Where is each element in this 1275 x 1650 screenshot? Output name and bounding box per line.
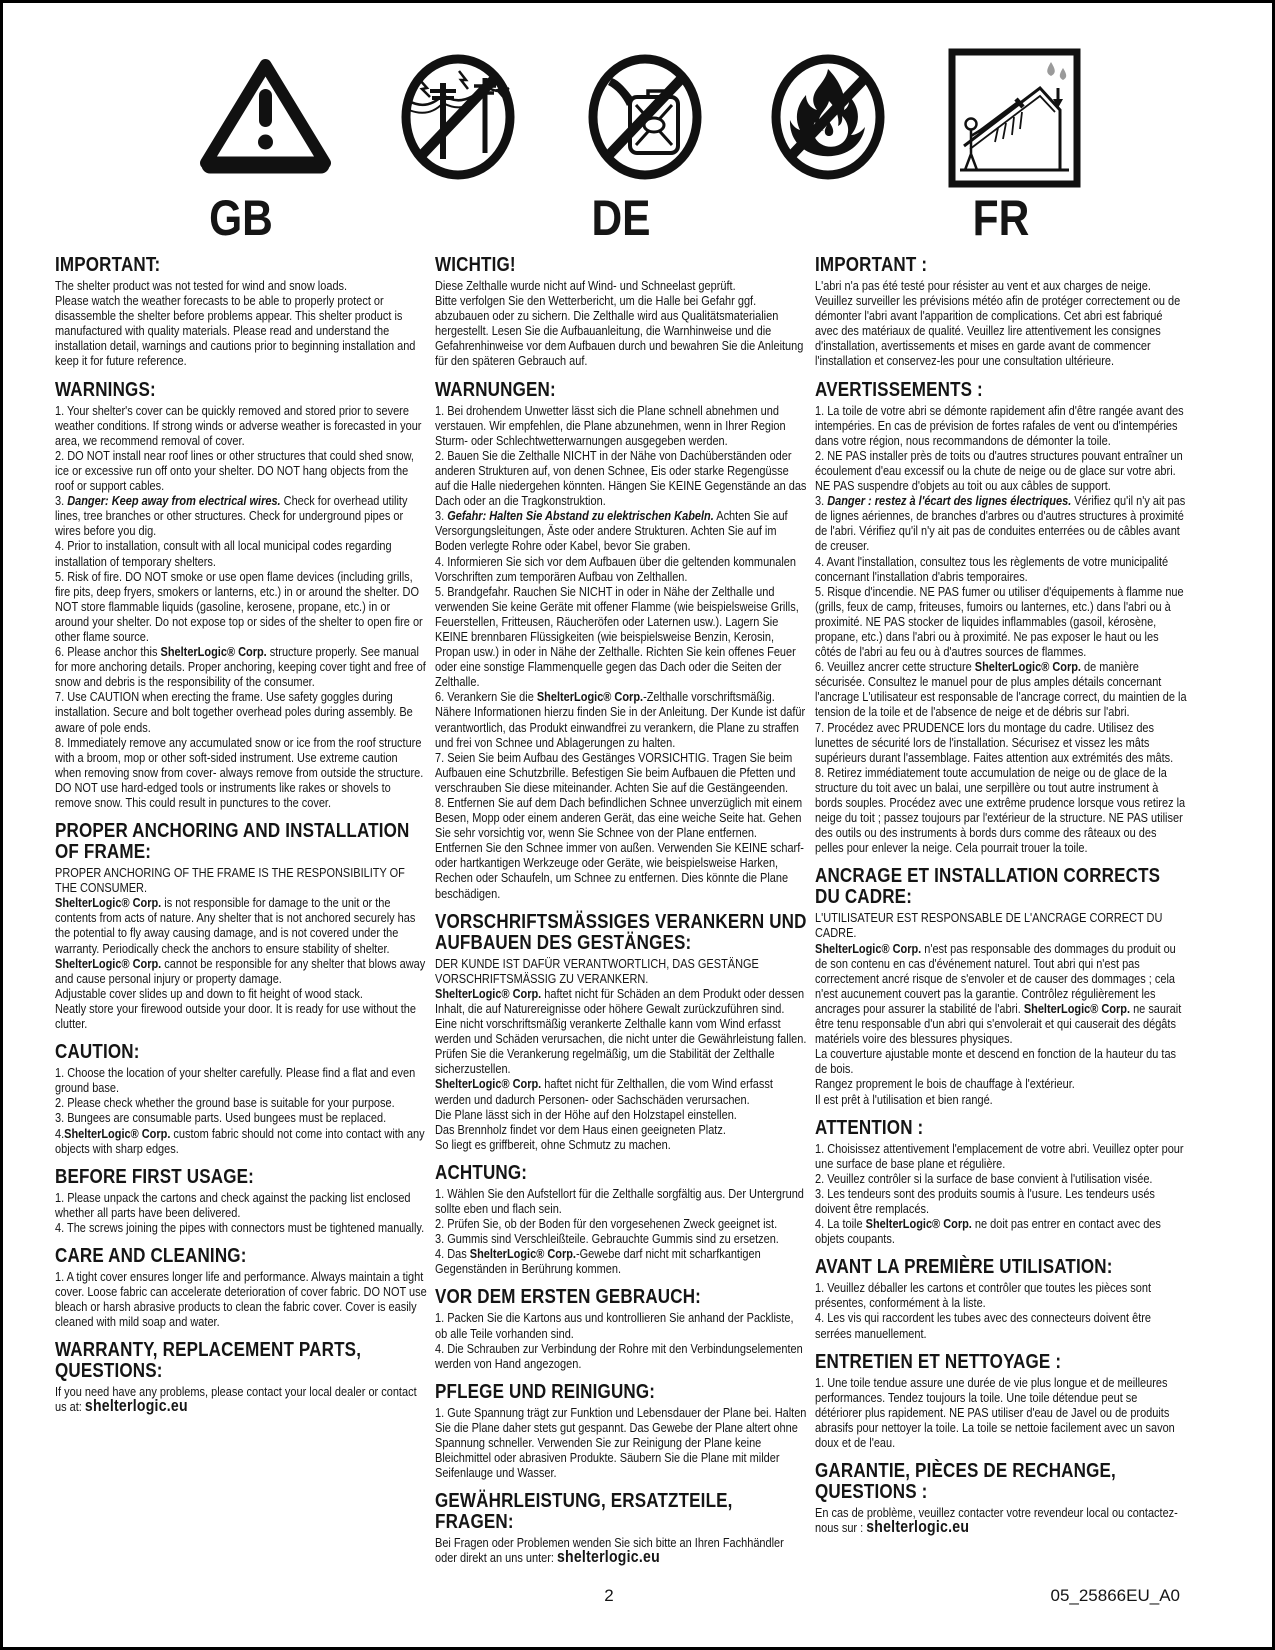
paragraph: 3. Danger : restez à l'écart des lignes électriques. Vérifiez qu'il n'y ait pas de lignes aériennes, de branches d'arbres ou d'autres structures à proximité de l'abri. Vérifiez qu'il n'y ait pas de conduites enterrées ou de câbles avant de creuser. — [815, 493, 1186, 554]
section-heading: IMPORTANT: — [55, 254, 161, 276]
paragraph: ShelterLogic® Corp. haftet nicht für Zelthallen, die vom Wind erfasst werden und dadurch Personen- oder Sachschäden verursachen. — [435, 1076, 773, 1107]
brand-name: ShelterLogic® Corp. — [435, 985, 542, 1001]
paragraph: Adjustable cover slides up and down to fit height of wood stack. — [55, 985, 363, 1001]
paragraph: DER KUNDE IST DAFÜR VERANTWORTLICH, DAS GESTÄNGE VORSCHRIFTSMÄSSIG ZU VERANKERN. — [435, 955, 759, 986]
section-heading: WARRANTY, REPLACEMENT PARTS, QUESTIONS: — [55, 1339, 362, 1383]
paragraph: Das Brennholz findet vor dem Haus einen geeigneten Platz. — [435, 1121, 726, 1137]
paragraph: 2. DO NOT install near roof lines or other structures that could shed snow, ice or excessive run off onto your shelter. DO NOT hang objects from the roof or support cables. — [55, 447, 414, 494]
brand-name: ShelterLogic® Corp. — [55, 955, 162, 971]
danger-emphasis: Danger: Keep away from electrical wires. — [67, 493, 281, 509]
brand-name: ShelterLogic® Corp. — [160, 644, 267, 660]
paragraph: ShelterLogic® Corp. is not responsible for damage to the unit or the contents from acts of nature. Any shelter that is not anchored securely has the potential to fly away causing damage, and is not covered under the warranty. Periodically check the anchors to ensure stability of shelter. ShelterLogic® Corp. cannot be responsible for any shelter that blows away and cause personal injury or property damage. — [55, 895, 426, 986]
column-fr — [815, 255, 1187, 1535]
section-heading: VORSCHRIFTSMÄSSIGES VERANKERN UND AUFBAUEN DES GESTÄNGES: — [435, 910, 807, 954]
paragraph: 3. Les tendeurs sont des produits soumis à l'usure. Les tendeurs usés doivent être remplacés. — [815, 1185, 1155, 1216]
website-url: shelterlogic.eu — [84, 1397, 188, 1416]
paragraph: Diese Zelthalle wurde nicht auf Wind- und Schneelast geprüft. — [435, 278, 736, 293]
paragraph: 1. Choisissez attentivement l'emplacement de votre abri. Veuillez opter pour une surface de base plane et régulière. — [815, 1140, 1184, 1171]
paragraph: So liegt es griffbereit, ohne Schmutz zu machen. — [435, 1136, 671, 1152]
paragraph: 5. Brandgefahr. Rauchen Sie NICHT in oder in Nähe der Zelthalle und verwenden Sie keine Geräte mit offener Flamme (wie beispielsweise Grills, Feuerstellen, Fritteusen, Räucheröfen oder Laternen usw.). Lagern Sie KEINE brennbaren Flüssigkeiten (wie beispielsweise Benzin, Kerosin, Propan usw.) in oder in Nähe der Zelthalle. Richten Sie kein offenes Feuer oder eine sonstige Flammenquelle gegen das Dach oder die Seiten der Zelthalle. — [435, 583, 799, 690]
section-heading: VOR DEM ERSTEN GEBRAUCH: — [435, 1286, 702, 1309]
page-number: 2 — [604, 1586, 614, 1605]
paragraph: Rangez proprement le bois de chauffage à l'extérieur. — [815, 1076, 1075, 1092]
section-heading: ACHTUNG: — [435, 1161, 528, 1184]
paragraph: En cas de problème, veuillez contacter votre revendeur local ou contactez-nous sur : shelterlogic.eu — [815, 1505, 1178, 1537]
paragraph: 3. Danger: Keep away from electrical wires. Check for overhead utility lines, tree branches or other structures. Check for underground pipes or wires before you dig. — [55, 493, 408, 539]
paragraph: 3. Gefahr: Halten Sie Abstand zu elektrischen Kabeln. Achten Sie auf Versorgungsleitungen, Äste oder andere Strukturen. Achten Sie auf im Boden verlegte Rohre oder Kabel, bevor Sie graben. — [435, 508, 788, 554]
paragraph: 1. Choose the location of your shelter carefully. Please find a flat and even ground base. — [55, 1065, 416, 1096]
brand-name: ShelterLogic® Corp. — [435, 1076, 542, 1092]
paragraph: 8. Immediately remove any accumulated snow or ice from the roof structure with a broom, mop or other soft-sided instrument. Use extreme caution when removing snow from cover- always remove from outside the structure. DO NOT use hard-edged tools or instruments like rakes or shovels to remove snow. This could result in punctures to the cover. — [55, 734, 424, 810]
section-heading: ATTENTION : — [815, 1116, 924, 1139]
section-heading: AVERTISSEMENTS : — [815, 378, 983, 401]
paragraph: Please watch the weather forecasts to be able to properly protect or disassemble the shelter before problems appear. This shelter product is manufactured with quality materials. Please read and understand the installation detail, warnings and cautions prior to beginning installation and keep it for future reference. — [55, 293, 416, 369]
no-power-lines-icon — [399, 53, 517, 181]
brand-name: ShelterLogic® Corp. — [64, 1125, 171, 1141]
column-gb — [55, 255, 427, 1415]
section-heading: CARE AND CLEANING: — [55, 1244, 247, 1267]
paragraph: Veuillez surveiller les prévisions météo afin de protéger correctement ou de démonter l'abri avant l'apparition de complications. Cet abri est fabriqué avec des matériaux de qualité. Veuillez lire attentivement les consignes d'installation, avertissements et mises en garde avant de commencer l'installation et conservez-les pour une consultation ultérieure. — [815, 293, 1181, 369]
paragraph: Neatly store your firewood outside your door. It is ready for use without the clutter. — [55, 1000, 416, 1032]
paragraph: 1. Gute Spannung trägt zur Funktion und Lebensdauer der Plane bei. Halten Sie die Plane daher stets gut gespannt. Das Gewebe der Plane altert ohne Spannung schneller. Verwenden Sie zur Reinigung der Plane keine Bleichmittel oder abrasiven Produkte. Säubern Sie die Plane mit milder Seifenlauge und Wasser. — [435, 1404, 807, 1481]
paragraph: 1. Your shelter's cover can be quickly removed and stored prior to severe weather conditions. If strong winds or adverse weather is forecasted in your area, we recommend removal of cover. — [55, 402, 422, 448]
brand-name: ShelterLogic® Corp. — [865, 1216, 972, 1232]
paragraph: 2. Prüfen Sie, ob der Boden für den vorgesehenen Zweck geeignet ist. — [435, 1216, 778, 1232]
brand-name: ShelterLogic® Corp. — [974, 659, 1081, 675]
paragraph: ShelterLogic® Corp. haftet nicht für Schäden an dem Produkt oder dessen Inhalt, die auf Naturereignisse oder höhere Gewalt zurückzuführen sind. Eine nicht vorschriftsmäßig verankerte Zelthalle kann vom Wind erfasst werden und Schäden verursachen, die nicht unter die Gewährleistung fallen. Prüfen Sie die Verankerung regelmäßig, um die Stabilität der Zelthalle sicherzustellen. — [435, 985, 807, 1077]
paragraph: 2. NE PAS installer près de toits ou d'autres structures pouvant entraîner un écoulement d'eau excessif ou la chute de neige ou de glace sur votre abri. NE PAS suspendre d'objets au toit ou aux câbles de support. — [815, 447, 1183, 494]
brand-name: ShelterLogic® Corp. — [55, 895, 162, 911]
paragraph: The shelter product was not tested for wind and snow loads. — [55, 278, 348, 293]
paragraph: 1. Veuillez déballer les cartons et contrôler que toutes les pièces sont présentes, conformément à la liste. — [815, 1280, 1151, 1311]
brand-name: ShelterLogic® Corp. — [536, 689, 644, 705]
language-label-de: DE — [591, 190, 651, 246]
section-heading: ENTRETIEN ET NETTOYAGE : — [815, 1350, 1062, 1373]
section-heading: WICHTIG! — [435, 254, 516, 276]
paragraph: 6. Please anchor this ShelterLogic® Corp. structure properly. See manual for more anchoring details. Proper anchoring, keeping cover tight and free of snow and debris is the responsibility of the consumer. — [55, 644, 426, 690]
paragraph: 4. Avant l'installation, consultez tous les règlements de votre municipalité concernant l'installation d'abris temporaires. — [815, 553, 1169, 584]
language-label-gb: GB — [209, 190, 273, 246]
paragraph: 3. Bungees are consumable parts. Used bungees must be replaced. — [55, 1110, 387, 1126]
paragraph: La couverture ajustable monte et descend en fonction de la hauteur du tas de bois. — [815, 1046, 1177, 1077]
brand-name: ShelterLogic® Corp. — [1023, 1000, 1131, 1016]
paragraph: 5. Risk of fire. DO NOT smoke or use open flame devices (including grills, fire pits, deep fryers, smokers or lanterns, etc.) in or around the shelter. DO NOT store flammable liquids (gasoline, kerosene, propane, etc.) in or around your shelter. Do not expose top or sides of the shelter to open fire or other flame source. — [55, 568, 423, 644]
paragraph: 2. Bauen Sie die Zelthalle NICHT in der Nähe von Dachüberständen oder anderen Strukturen auf, von denen Schnee, Eis oder starke Regengüsse auf die Halle niedergehen könnten. Hängen Sie KEINE Gegenstände an das Dach oder an die Tragkonstruktion. — [435, 447, 807, 509]
paragraph: 5. Risque d'incendie. NE PAS fumer ou utiliser d'équipements à flamme nue (grills, feux de camp, friteuses, fumoirs ou lanternes, etc.) dans l'abri ou à proximité. NE PAS stocker de liquides inflammables (gasoil, kérosène, propane, etc.) dans l'abri ou à proximité. Ne pas exposer le haut ou les côtés de l'abri au feu ou à d'autres sources de flammes. — [815, 583, 1184, 660]
warning-triangle-icon — [198, 55, 333, 180]
paragraph: 1. Please unpack the cartons and check against the packing list enclosed whether all parts have been delivered. — [55, 1189, 411, 1220]
danger-emphasis: Danger : restez à l'écart des lignes électriques. — [827, 493, 1072, 509]
brand-name: ShelterLogic® Corp. — [469, 1246, 576, 1262]
remove-snow-from-roof-icon — [948, 48, 1081, 188]
paragraph: 4. The screws joining the pipes with connectors must be tightened manually. — [55, 1219, 425, 1235]
column-de — [435, 255, 807, 1565]
no-fuel-can-icon — [586, 53, 704, 181]
section-heading: AVANT LA PREMIÈRE UTILISATION: — [815, 1256, 1113, 1279]
section-heading: WARNUNGEN: — [435, 378, 556, 401]
paragraph: Il est prêt à l'utilisation et bien rangé. — [815, 1091, 993, 1107]
paragraph: L'abri n'a pas été testé pour résister au vent et aux charges de neige. — [815, 278, 1151, 293]
paragraph: 1. Packen Sie die Kartons aus und kontrollieren Sie anhand der Packliste, ob alle Teile vorhanden sind. — [435, 1310, 794, 1341]
paragraph: 4. Informieren Sie sich vor dem Aufbauen über die geltenden kommunalen Vorschriften zum temporären Aufbau von Zelthallen. — [435, 553, 797, 584]
paragraph: 2. Veuillez contrôler si la surface de base convient à l'utilisation visée. — [815, 1170, 1153, 1186]
paragraph: If you need have any problems, please contact your local dealer or contact us at: shelterlogic.eu — [55, 1384, 417, 1416]
paragraph: 4. Prior to installation, consult with all local municipal codes regarding installation of temporary shelters. — [55, 538, 392, 569]
paragraph: 4. La toile ShelterLogic® Corp. ne doit pas entrer en contact avec des objets coupants. — [815, 1216, 1161, 1247]
paragraph: 6. Veuillez ancrer cette structure ShelterLogic® Corp. de manière sécurisée. Consultez le manuel pour de plus amples détails concernant l'ancrage L'utilisateur est responsable de l'ancrage correct, du maintien de la tension de la toile et de l'absence de neige et de débris sur l'abri. — [815, 659, 1187, 720]
paragraph: 1. La toile de votre abri se démonte rapidement afin d'être rangée avant des intempéries. En cas de prévision de fortes rafales de vent ou d'intempéries dans votre région, nous recommandons de démonter la toile. — [815, 402, 1184, 448]
section-heading: PFLEGE UND REINIGUNG: — [435, 1380, 656, 1403]
website-url: shelterlogic.eu — [556, 1548, 660, 1567]
document-code: 05_25866EU_A0 — [1050, 1586, 1180, 1605]
paragraph: Bitte verfolgen Sie den Wetterbericht, um die Halle bei Gefahr ggf. abzubauen oder zu sichern. Die Zelthalle wird aus Qualitätsmaterialien hergestellt. Lesen Sie die Aufbauanleitung, die Warnhinweise und die Gefahrenhinweise vor dem Aufbauen durch und bewahren Sie die Anleitung für den späteren Gebrauch auf. — [435, 293, 804, 369]
section-heading: IMPORTANT : — [815, 254, 928, 276]
paragraph: PROPER ANCHORING OF THE FRAME IS THE RESPONSIBILITY OF THE CONSUMER. — [55, 865, 405, 896]
brand-name: ShelterLogic® Corp. — [815, 940, 922, 956]
section-heading: BEFORE FIRST USAGE: — [55, 1165, 254, 1188]
danger-emphasis: Gefahr: Halten Sie Abstand zu elektrischen Kabeln. — [447, 508, 714, 524]
paragraph: ShelterLogic® Corp. n'est pas responsable des dommages du produit ou de son contenu en cas d'événement naturel. Tout abri qui n'est pas correctement ancré risque de s'envoler et de causer des dommages ; cela n'est aucunement couvert pas la garantie. Contrôlez régulièrement les ancrages pour assurer la stabilité de l'abri. ShelterLogic® Corp. ne saurait être tenu responsable d'un abri qui s'envolerait et qui causerait des dégâts matériels voire des blessures physiques. — [815, 940, 1182, 1047]
language-label-fr: FR — [972, 190, 1030, 246]
paragraph: 1. A tight cover ensures longer life and performance. Always maintain a tight cover. Loose fabric can accelerate deterioration of cover fabric. DO NOT use bleach or harsh abrasive products to clean the fabric cover. Cover is easily cleaned with mild soap and water. — [55, 1268, 427, 1330]
paragraph: 7. Use CAUTION when erecting the frame. Use safety goggles during installation. Secure and bolt together overhead poles during assembly. Be aware of pole ends. — [55, 689, 413, 735]
paragraph: L'UTILISATEUR EST RESPONSABLE DE L'ANCRAGE CORRECT DU CADRE. — [815, 910, 1163, 941]
paragraph: 1. Wählen Sie den Aufstellort für die Zelthalle sorgfältig aus. Der Untergrund sollte eben und flach sein. — [435, 1185, 804, 1216]
section-heading: PROPER ANCHORING AND INSTALLATION OF FRAME: — [55, 820, 410, 864]
paragraph: 4.ShelterLogic® Corp. custom fabric should not come into contact with any objects with sharp edges. — [55, 1125, 425, 1156]
paragraph: 8. Retirez immédiatement toute accumulation de neige ou de glace de la structure du toit avec un balai, une serpillère ou tout autre instrument à bords souples. Procédez avec une extrême prudence lorsque vous retirez la neige du toit ; passez toujours par l'extérieur de la structure. NE PAS utiliser des outils ou des instruments à bords durs comme des râteaux ou des pelles pour enlever la neige. Cela pourrait trouer la toile. — [815, 764, 1186, 856]
paragraph: Die Plane lässt sich in der Höhe auf den Holzstapel einstellen. — [435, 1106, 737, 1122]
paragraph: 1. Une toile tendue assure une durée de vie plus longue et de meilleures performances. Tendez toujours la toile. Une toile détendue peut se détériorer plus rapidement. NE PAS utiliser d'eau de Javel ou de produits abrasifs pour nettoyer la toile. La toile se nettoie facilement avec un savon doux et de l'eau. — [815, 1374, 1175, 1450]
no-open-flame-icon — [769, 53, 887, 181]
paragraph: 2. Please check whether the ground base is suitable for your purpose. — [55, 1095, 395, 1111]
paragraph: 7. Seien Sie beim Aufbau des Gestänges VORSICHTIG. Tragen Sie beim Aufbauen eine Schutzbrille. Befestigen Sie beim Aufbauen die Pfetten und verschrauben Sie diese miteinander. Achten Sie auf die Gestängeenden. — [435, 749, 796, 795]
paragraph: 1. Bei drohendem Unwetter lässt sich die Plane schnell abnehmen und verstauen. Wir empfehlen, die Plane abzunehmen, wenn in Ihrer Region Sturm- oder Schlechtwetterwarnungen ausgegeben werden. — [435, 402, 786, 448]
paragraph: 4. Die Schrauben zur Verbindung der Rohre mit den Verbindungselementen werden von Hand angezogen. — [435, 1340, 803, 1371]
section-heading: GEWÄHRLEISTUNG, ERSATZTEILE, FRAGEN: — [435, 1490, 733, 1534]
section-heading: CAUTION: — [55, 1041, 140, 1064]
paragraph: 7. Procédez avec PRUDENCE lors du montage du cadre. Utilisez des lunettes de sécurité lors de l'installation. Sécurisez et vissez les mâts supérieurs durant l'assemblage. Faites attention aux extrémités des mâts. — [815, 719, 1174, 765]
section-heading: GARANTIE, PIÈCES DE RECHANGE, QUESTIONS : — [815, 1460, 1116, 1504]
paragraph: 4. Les vis qui raccordent les tubes avec des connecteurs doivent être serrées manuellement. — [815, 1310, 1151, 1341]
paragraph: 4. Das ShelterLogic® Corp.-Gewebe darf nicht mit scharfkantigen Gegenständen in Berührung kommen. — [435, 1246, 761, 1277]
paragraph: Bei Fragen oder Problemen wenden Sie sich bitte an Ihren Fachhändler oder direkt an uns unter: shelterlogic.eu — [435, 1535, 784, 1567]
paragraph: 6. Verankern Sie die ShelterLogic® Corp.-Zelthalle vorschriftsmäßig. Nähere Informationen hierzu finden Sie in der Anleitung. Der Kunde ist dafür verantwortlich, das Produkt einwandfrei zu verankern, die Plane zu straffen und frei von Schnee und Ablagerungen zu halten. — [435, 689, 806, 750]
section-heading: ANCRAGE ET INSTALLATION CORRECTS DU CADRE: — [815, 865, 1161, 909]
section-heading: WARNINGS: — [55, 378, 156, 401]
paragraph: 3. Gummis sind Verschleißteile. Gebrauchte Gummis sind zu ersetzen. — [435, 1231, 779, 1247]
website-url: shelterlogic.eu — [866, 1518, 970, 1537]
paragraph: 8. Entfernen Sie auf dem Dach befindlichen Schnee unverzüglich mit einem Besen, Mopp oder einem anderen Gerät, das eine weiche Seite hat. Gehen Sie sehr vorsichtig vor, wenn Sie Schnee von der Plane entfernen. Entfernen Sie den Schnee immer von außen. Verwenden Sie KEINE scharf- oder hartkantigen Werkzeuge oder Geräte, wie beispielsweise Harken, Rechen oder Schaufeln, um Schnee zu entfernen. Dies könnte die Plane beschädigen. — [435, 795, 804, 901]
